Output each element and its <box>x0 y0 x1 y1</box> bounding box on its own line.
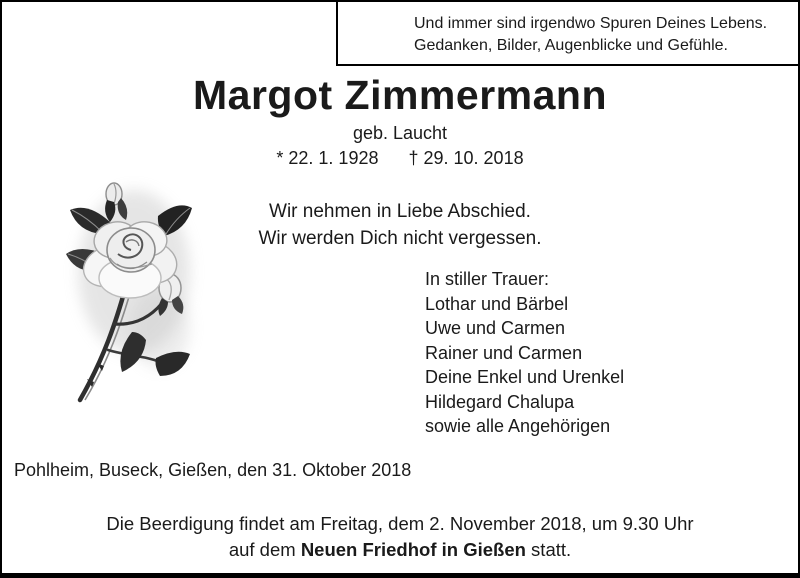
quote-box <box>336 2 798 66</box>
dateline: Pohlheim, Buseck, Gießen, den 31. Oktober 2018 <box>14 460 412 480</box>
funeral-line-2 <box>2 537 798 563</box>
mourner-name: sowie alle Angehörigen <box>425 416 611 436</box>
quote-line-1: Und immer sind irgendwo Spuren Deines Lebens. <box>414 15 768 32</box>
mourners-heading: In stiller Trauer: <box>425 269 550 289</box>
mourners-list <box>425 267 624 439</box>
funeral-line-2-suffix: statt. <box>525 539 572 560</box>
birth-date: * 22. 1. 1928 <box>276 148 379 168</box>
mourner-name: Rainer und Carmen <box>425 342 583 363</box>
mourner-name: Uwe und Carmen <box>425 318 566 338</box>
funeral-line-2-prefix: auf dem <box>228 539 301 560</box>
death-date: † 29. 10. 2018 <box>408 148 524 168</box>
rose-icon <box>52 160 210 408</box>
maiden-name: geb. Laucht <box>352 123 448 143</box>
funeral-info <box>2 511 798 563</box>
farewell-line-1: Wir nehmen in Liebe Abschied. <box>269 201 531 222</box>
funeral-line-1: Die Beerdigung findet am Freitag, dem 2. November 2018, um 9.30 Uhr <box>106 513 694 534</box>
rose-illustration <box>52 160 210 408</box>
farewell-line-2: Wir werden Dich nicht vergessen. <box>258 228 542 249</box>
funeral-location: Neuen Friedhof in Gießen <box>300 539 526 560</box>
deceased-name: Margot Zimmermann <box>193 72 607 118</box>
mourner-name: Hildegard Chalupa <box>425 391 575 412</box>
quote-line-2: Gedanken, Bilder, Augenblicke und Gefühle. <box>414 37 728 54</box>
mourner-name: Lothar und Bärbel <box>425 293 569 314</box>
mourner-name: Deine Enkel und Urenkel <box>425 367 625 387</box>
